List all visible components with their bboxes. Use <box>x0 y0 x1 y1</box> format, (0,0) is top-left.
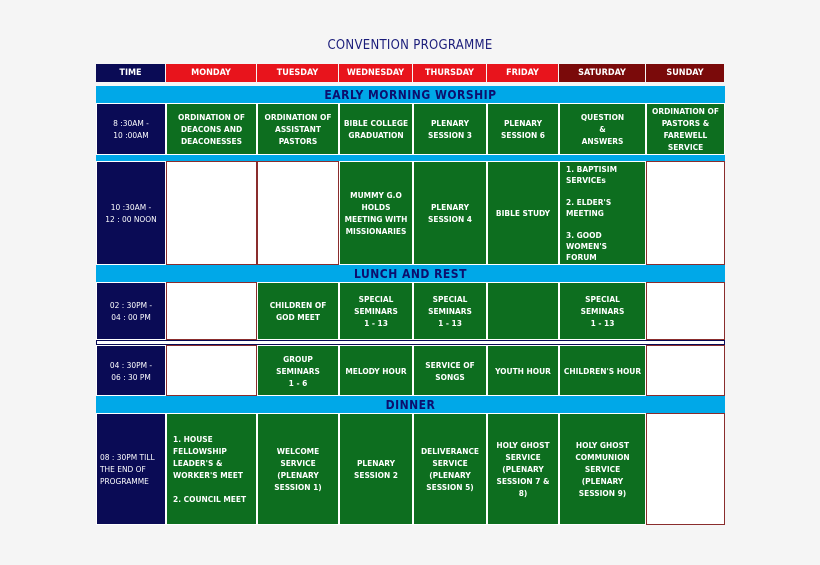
cell-r5-fri: HOLY GHOST SERVICE (PLENARY SESSION 7 & 8) <box>487 413 559 525</box>
cell-r1-thu: PLENARY SESSION 3 <box>413 103 487 155</box>
time-r5: 08 : 30PM TILL THE END OF PROGRAMME <box>96 413 166 525</box>
header-wednesday: WEDNESDAY <box>339 64 413 82</box>
time-r1: 8 :30AM - 10 :00AM <box>96 103 166 155</box>
cell-r5-sat: HOLY GHOST COMMUNION SERVICE (PLENARY SESSION 9) <box>559 413 646 525</box>
cell-r1-tue: ORDINATION OF ASSISTANT PASTORS <box>257 103 339 155</box>
cell-r2-mon <box>166 161 257 265</box>
header-time: TIME <box>96 64 166 82</box>
cell-r4-mon <box>166 345 257 396</box>
time-r2: 10 :30AM - 12 : 00 NOON <box>96 161 166 265</box>
cell-r5-tue: WELCOME SERVICE (PLENARY SESSION 1) <box>257 413 339 525</box>
header-tuesday: TUESDAY <box>257 64 339 82</box>
cell-r1-fri: PLENARY SESSION 6 <box>487 103 559 155</box>
cell-r3-fri <box>487 282 559 340</box>
cell-r4-tue: GROUP SEMINARS 1 - 6 <box>257 345 339 396</box>
cell-r2-thu: PLENARY SESSION 4 <box>413 161 487 265</box>
cell-r2-fri: BIBLE STUDY <box>487 161 559 265</box>
band-dinner: DINNER <box>96 396 725 413</box>
cell-r5-sun <box>646 413 725 525</box>
cell-r4-sun <box>646 345 725 396</box>
band-early-morning-worship: EARLY MORNING WORSHIP <box>96 86 725 103</box>
cell-r4-wed: MELODY HOUR <box>339 345 413 396</box>
cell-r4-fri: YOUTH HOUR <box>487 345 559 396</box>
time-r3: 02 : 30PM - 04 : 00 PM <box>96 282 166 340</box>
cell-r4-sat: CHILDREN'S HOUR <box>559 345 646 396</box>
cell-r3-wed: SPECIAL SEMINARS 1 - 13 <box>339 282 413 340</box>
band-lunch-and-rest: LUNCH AND REST <box>96 265 725 282</box>
cell-r2-tue <box>257 161 339 265</box>
cell-r2-sat: 1. BAPTISIM SERVICEs 2. ELDER'S MEETING 3. GOOD WOMEN'S FORUM <box>559 161 646 265</box>
cell-r2-sun <box>646 161 725 265</box>
cell-r4-thu: SERVICE OF SONGS <box>413 345 487 396</box>
time-r4: 04 : 30PM - 06 : 30 PM <box>96 345 166 396</box>
cell-r3-tue: CHILDREN OF GOD MEET <box>257 282 339 340</box>
header-saturday: SATURDAY <box>559 64 646 82</box>
header-friday: FRIDAY <box>487 64 559 82</box>
programme-table <box>96 64 725 525</box>
cell-r5-wed: PLENARY SESSION 2 <box>339 413 413 525</box>
cell-r2-wed: MUMMY G.O HOLDS MEETING WITH MISSIONARIES <box>339 161 413 265</box>
cell-r1-sat: QUESTION & ANSWERS <box>559 103 646 155</box>
cell-r1-wed: BIBLE COLLEGE GRADUATION <box>339 103 413 155</box>
cell-r5-mon: 1. HOUSE FELLOWSHIP LEADER'S & WORKER'S MEET 2. COUNCIL MEET <box>166 413 257 525</box>
cell-r1-sun: ORDINATION OF PASTORS & FAREWELL SERVICE <box>646 103 725 155</box>
header-thursday: THURSDAY <box>413 64 487 82</box>
cell-r3-mon <box>166 282 257 340</box>
cell-r1-mon: ORDINATION OF DEACONS AND DEACONESSES <box>166 103 257 155</box>
page-title: CONVENTION PROGRAMME <box>327 38 493 53</box>
cell-r5-thu: DELIVERANCE SERVICE (PLENARY SESSION 5) <box>413 413 487 525</box>
header-monday: MONDAY <box>166 64 257 82</box>
cell-r3-sun <box>646 282 725 340</box>
cell-r3-sat: SPECIAL SEMINARS 1 - 13 <box>559 282 646 340</box>
header-sunday: SUNDAY <box>646 64 725 82</box>
cell-r3-thu: SPECIAL SEMINARS 1 - 13 <box>413 282 487 340</box>
